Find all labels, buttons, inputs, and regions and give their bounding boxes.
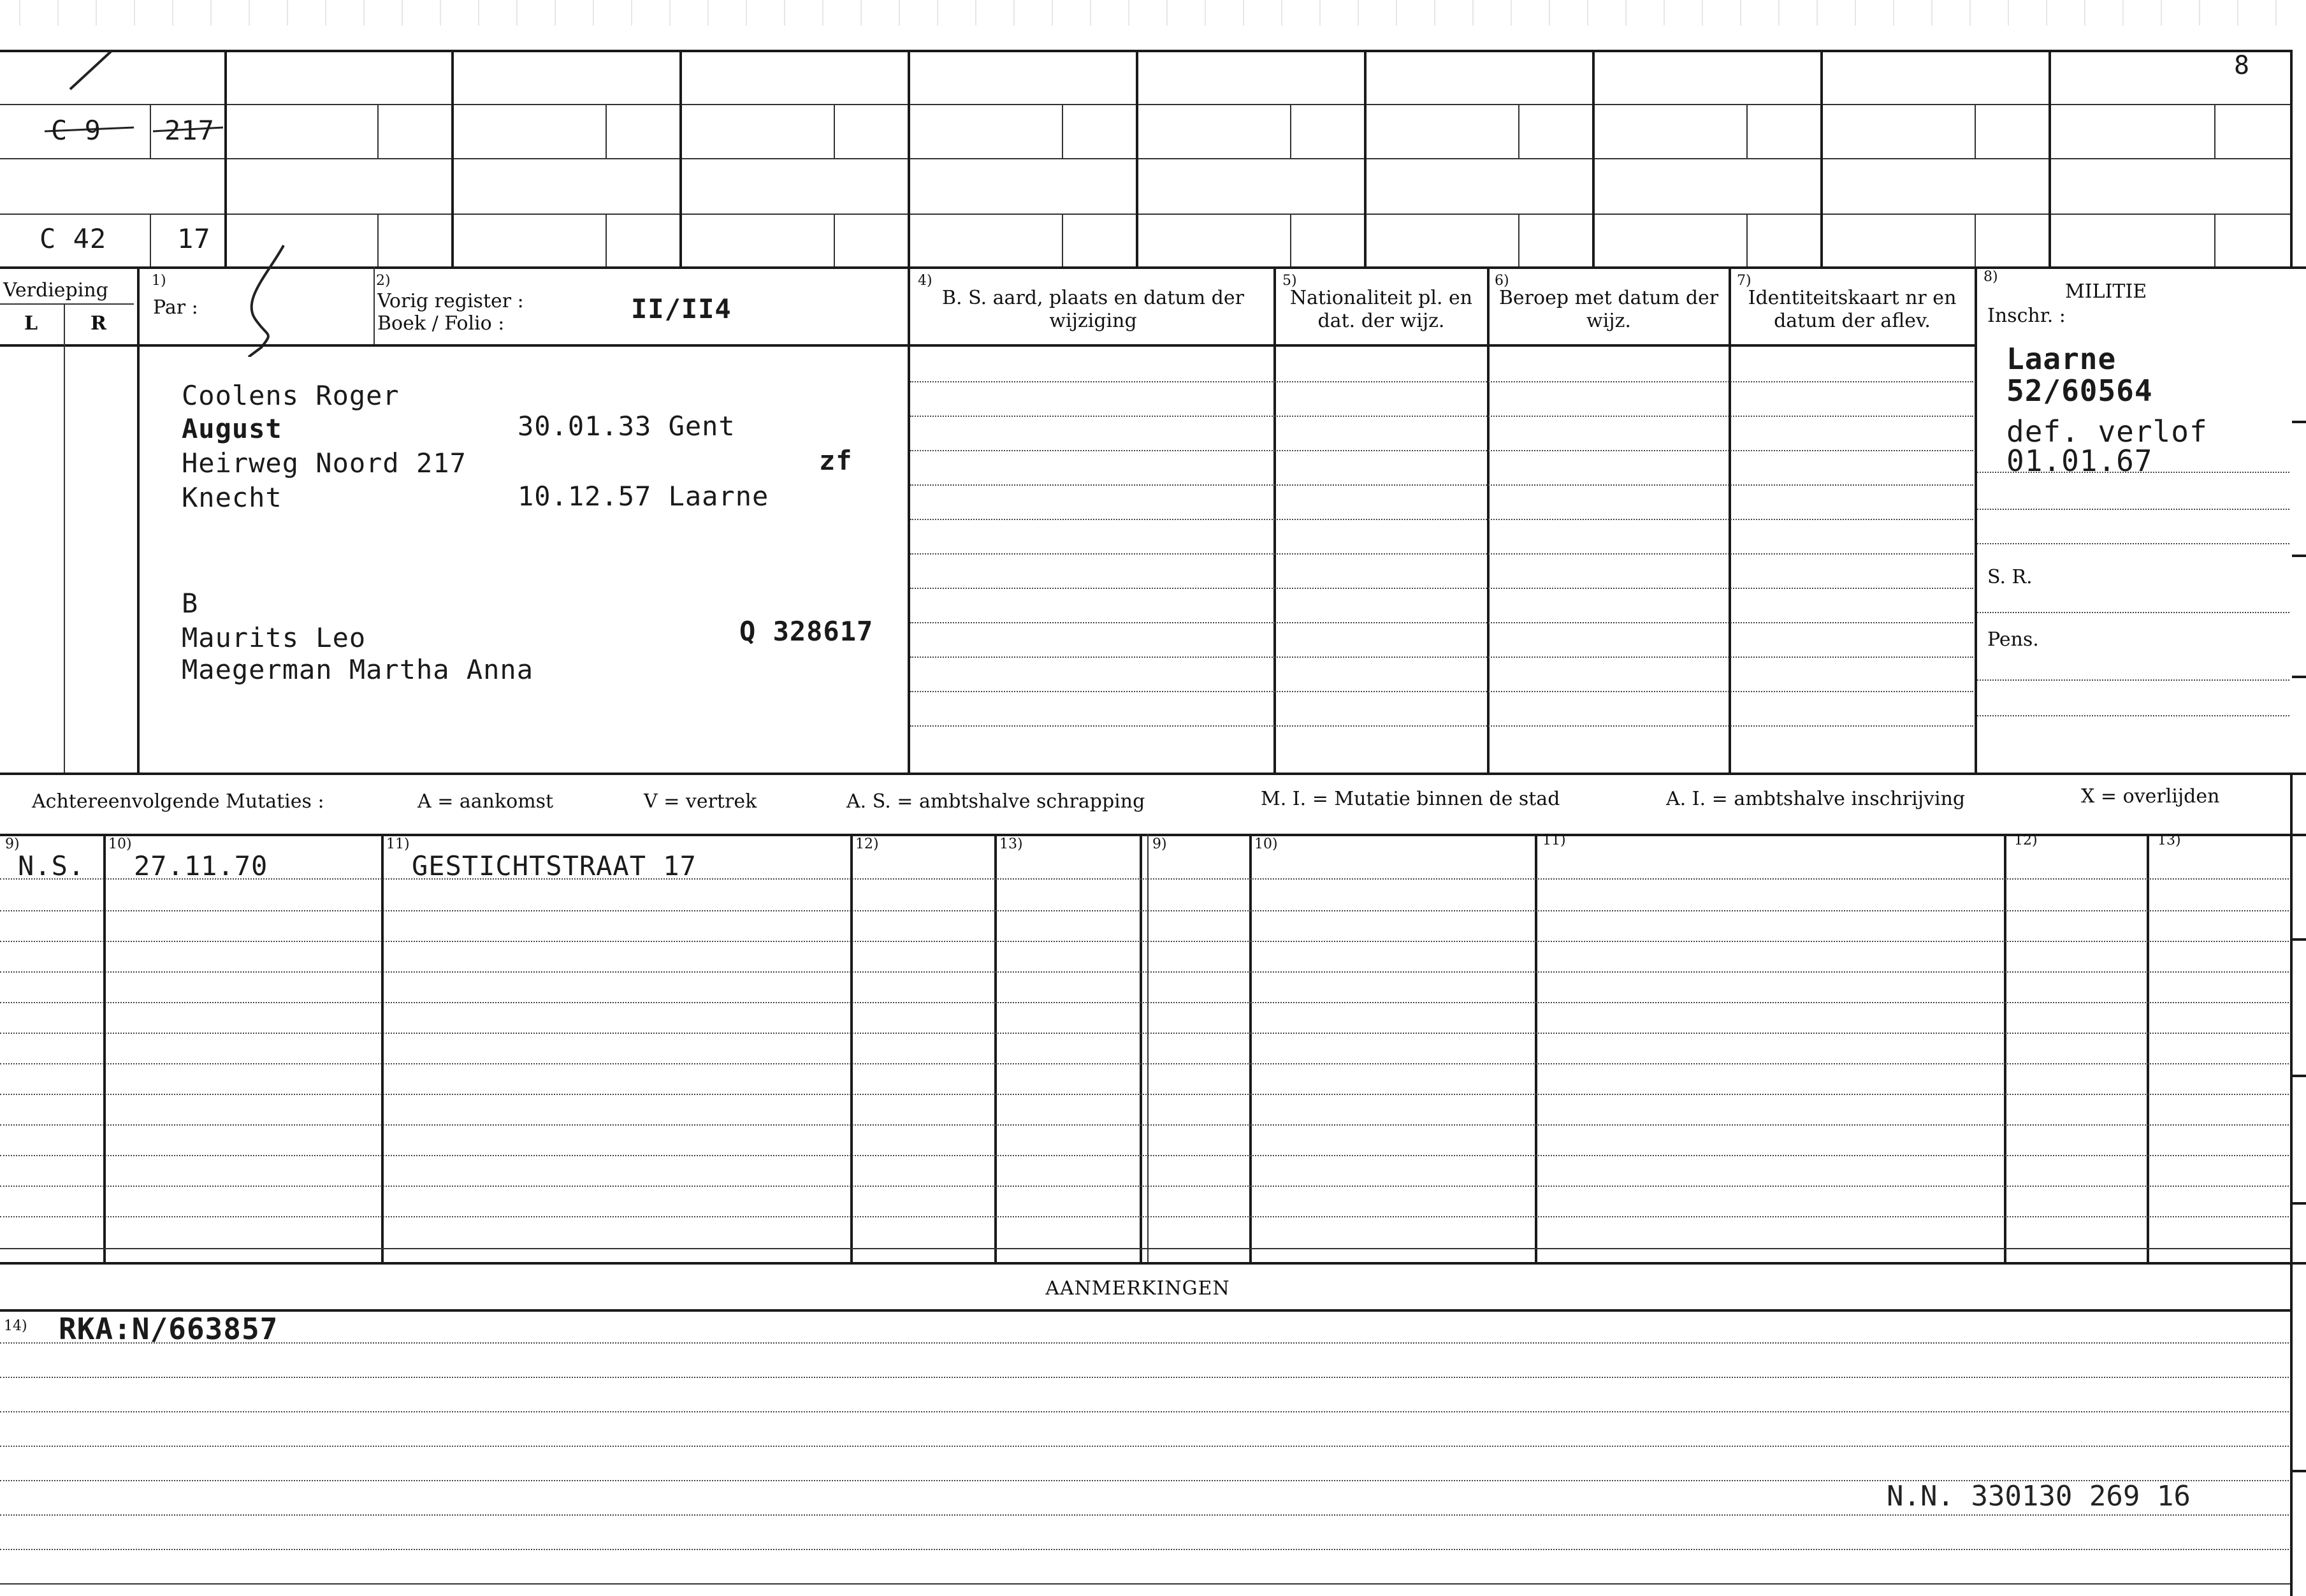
legend-title: Achtereenvolgende Mutaties : — [32, 790, 324, 813]
mutation-code: N.S. — [18, 850, 85, 881]
legend-mi: M. I. = Mutatie binnen de stad — [1261, 788, 1560, 810]
remarks-title: AANMERKINGEN — [1045, 1277, 1230, 1300]
mutation-date: 27.11.70 — [134, 850, 268, 881]
person-birth: 30.01.33 Gent — [518, 410, 736, 442]
vorig-register-label: Vorig register : — [377, 290, 524, 312]
col-11b-header: 11) — [1542, 832, 1566, 848]
person-father: Maurits Leo — [182, 622, 366, 653]
identiteitskaart-header: Identiteitskaart nr en datum der aflev. — [1748, 287, 1957, 332]
inschr-label: Inschr. : — [1987, 305, 2066, 327]
note-8: 8) — [1983, 269, 1998, 285]
person-address: Heirweg Noord 217 — [182, 447, 467, 479]
militie-number: 52/60564 — [2006, 374, 2153, 408]
col-10b-header: 10) — [1254, 836, 1278, 852]
militie-date: 01.01.67 — [2006, 444, 2153, 478]
col-10-header: 10) — [108, 836, 132, 852]
person-name: Coolens Roger — [182, 380, 400, 411]
person-status: zf — [819, 445, 853, 476]
note-7: 7) — [1737, 273, 1751, 289]
nationaliteit-header: Nationaliteit pl. en dat. der wijz. — [1289, 287, 1473, 332]
card-number: 17 — [177, 223, 211, 254]
remarks-nn: N.N. 330130 269 16 — [1887, 1480, 2191, 1513]
strike-number: 217 — [164, 115, 215, 146]
strike-code: C 9 — [51, 115, 101, 146]
col-13-header: 13) — [999, 836, 1023, 852]
card-code: C 42 — [40, 223, 107, 254]
legend-x: X = overlijden — [2081, 785, 2220, 808]
note-4: 4) — [918, 273, 932, 289]
col-11-header: 11) — [386, 836, 410, 852]
note-1: 1) — [152, 273, 166, 289]
sr-label: S. R. — [1987, 566, 2033, 588]
person-occupation: Knecht — [182, 482, 282, 513]
note-14: 14) — [4, 1318, 27, 1334]
col-13b-header: 13) — [2157, 832, 2181, 848]
note-2: 2) — [376, 273, 391, 289]
bs-aard-header: B. S. aard, plaats en datum der wijziging — [942, 287, 1244, 332]
militie-place: Laarne — [2006, 342, 2117, 376]
col-12-header: 12) — [855, 836, 879, 852]
legend-a: A = aankomst — [417, 790, 554, 813]
legend-ai: A. I. = ambtshalve inschrijving — [1666, 788, 1966, 810]
remarks-rka: RKA:N/663857 — [59, 1312, 279, 1346]
boek-folio-label: Boek / Folio : — [377, 312, 505, 335]
note-5: 5) — [1282, 273, 1297, 289]
legend-v: V = vertrek — [644, 790, 757, 813]
note-6: 6) — [1495, 273, 1509, 289]
legend-as: A. S. = ambtshalve schrapping — [846, 790, 1145, 813]
person-first-name: August — [182, 413, 282, 444]
par-label: Par : — [153, 296, 198, 319]
person-id-number: Q 328617 — [739, 616, 874, 647]
verdieping-r: R — [91, 312, 106, 335]
militie-note: def. verlof — [2006, 414, 2208, 449]
person-code-b: B — [182, 588, 199, 619]
col-9-header: 9) — [5, 836, 20, 852]
beroep-header: Beroep met datum der wijz. — [1498, 287, 1719, 332]
verdieping-l: L — [24, 312, 38, 335]
pens-label: Pens. — [1987, 628, 2039, 651]
col-12b-header: 12) — [2014, 832, 2038, 848]
person-mother: Maegerman Martha Anna — [182, 654, 534, 685]
verdieping-label: Verdieping — [3, 279, 108, 301]
militie-header: MILITIE — [2065, 280, 2147, 303]
col-9b-header: 9) — [1152, 836, 1167, 852]
person-arrival: 10.12.57 Laarne — [518, 481, 769, 512]
register-value: II/II4 — [631, 293, 732, 324]
mutation-address: GESTICHTSTRAAT 17 — [412, 850, 697, 881]
corner-mark: 8 — [2234, 51, 2251, 80]
